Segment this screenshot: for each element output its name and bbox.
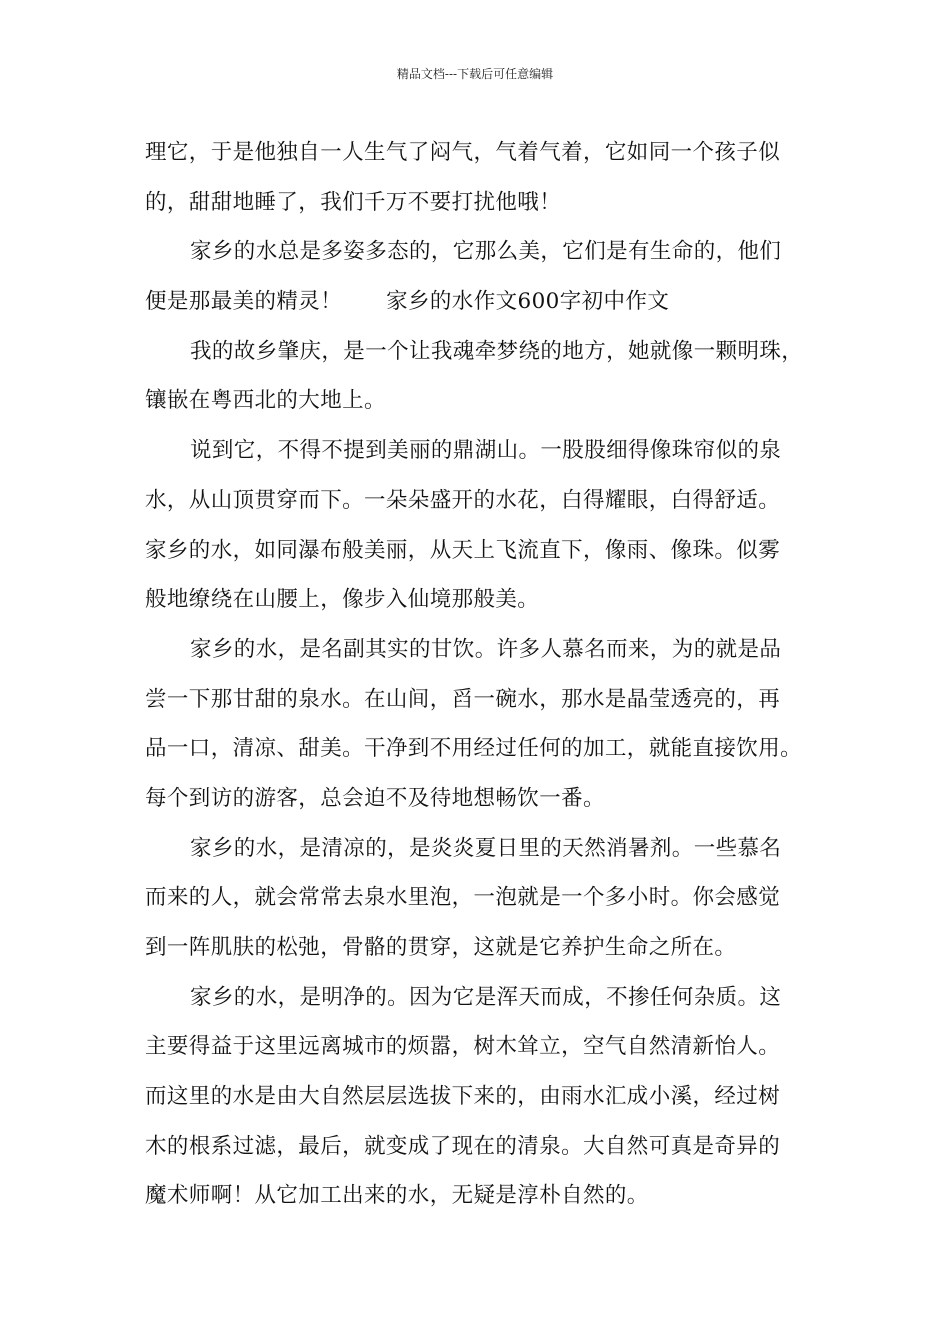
text-line <box>145 973 835 1023</box>
text-line <box>145 873 835 923</box>
text-line-content: 理它，于是他独自一人生气了闷气，气着气着，它如同一个孩子似 <box>145 140 781 165</box>
text-line-content: 木的根系过滤，最后，就变成了现在的清泉。大自然可真是奇异的 <box>145 1133 781 1159</box>
text-line-content: 家乡的水总是多姿多态的，它那么美，它们是有生命的，他们 <box>190 239 782 265</box>
text-line <box>145 675 835 725</box>
text-line <box>145 575 835 625</box>
text-line <box>145 625 835 675</box>
text-line-content: 尝一下那甘甜的泉水。在山间，舀一碗水，那水是晶莹透亮的，再 <box>145 686 781 712</box>
text-line <box>145 1122 835 1172</box>
text-line <box>145 923 835 973</box>
text-line-content: 的，甜甜地睡了，我们千万不要打扰他哦！ <box>145 189 562 215</box>
text-line-content: 品一口，清凉、甜美。干净到不用经过任何的加工，就能直接饮用。 <box>145 736 803 762</box>
text-line-content: 魔术师啊！从它加工出来的水，无疑是淳朴自然的。 <box>145 1183 649 1209</box>
text-line <box>145 1072 835 1122</box>
text-line <box>145 227 835 277</box>
text-line <box>145 426 835 476</box>
text-line-content: 便是那最美的精灵！ <box>145 289 343 315</box>
text-line-content: 主要得益于这里远离城市的烦嚣，树木耸立，空气自然清新怡人。 <box>145 1034 781 1060</box>
text-line-content: 每个到访的游客，总会迫不及待地想畅饮一番。 <box>145 785 605 811</box>
text-line <box>145 824 835 874</box>
text-line <box>145 774 835 824</box>
text-line <box>145 526 835 576</box>
text-line-content: 家乡的水，是明净的。因为它是浑天而成，不掺任何杂质。这 <box>190 984 782 1010</box>
text-line-content: 我的故乡肇庆，是一个让我魂牵梦绕的地方，她就像一颗明珠， <box>190 338 804 364</box>
text-line <box>145 1022 835 1072</box>
text-line-content: 家乡的水，是清凉的，是炎炎夏日里的天然消暑剂。一些慕名 <box>190 835 782 861</box>
text-line-content: 而这里的水是由大自然层层选拔下来的，由雨水汇成小溪，经过树 <box>145 1084 781 1110</box>
text-line-content: 家乡的水，是名副其实的甘饮。许多人慕名而来，为的就是品 <box>190 636 782 662</box>
text-line <box>145 724 835 774</box>
text-line <box>145 277 835 327</box>
text-line <box>145 476 835 526</box>
text-line-content: 镶嵌在粤西北的大地上。 <box>145 388 386 414</box>
article-body <box>145 128 835 1221</box>
text-line <box>145 327 835 377</box>
text-line-content: 家乡的水，如同瀑布般美丽，从天上飞流直下，像雨、像珠。似雾 <box>145 537 781 563</box>
text-line-content: 水，从山顶贯穿而下。一朵朵盛开的水花，白得耀眼，白得舒适。 <box>145 487 781 513</box>
article-title: 家乡的水作文600字初中作文 <box>386 289 670 315</box>
text-line <box>145 178 835 228</box>
text-line-content: 般地缭绕在山腰上，像步入仙境那般美。 <box>145 587 540 613</box>
text-line <box>145 376 835 426</box>
text-line-content: 而来的人，就会常常去泉水里泡，一泡就是一个多小时。你会感觉 <box>145 885 781 911</box>
page-header: 精品文档---下载后可任意编辑 <box>396 67 554 81</box>
text-line-content: 说到它，不得不提到美丽的鼎湖山。一股股细得像珠帘似的泉 <box>190 438 782 464</box>
text-line-content: 到一阵肌肤的松弛，骨骼的贯穿，这就是它养护生命之所在。 <box>145 935 737 960</box>
text-line <box>145 128 835 178</box>
text-line <box>145 1171 835 1221</box>
